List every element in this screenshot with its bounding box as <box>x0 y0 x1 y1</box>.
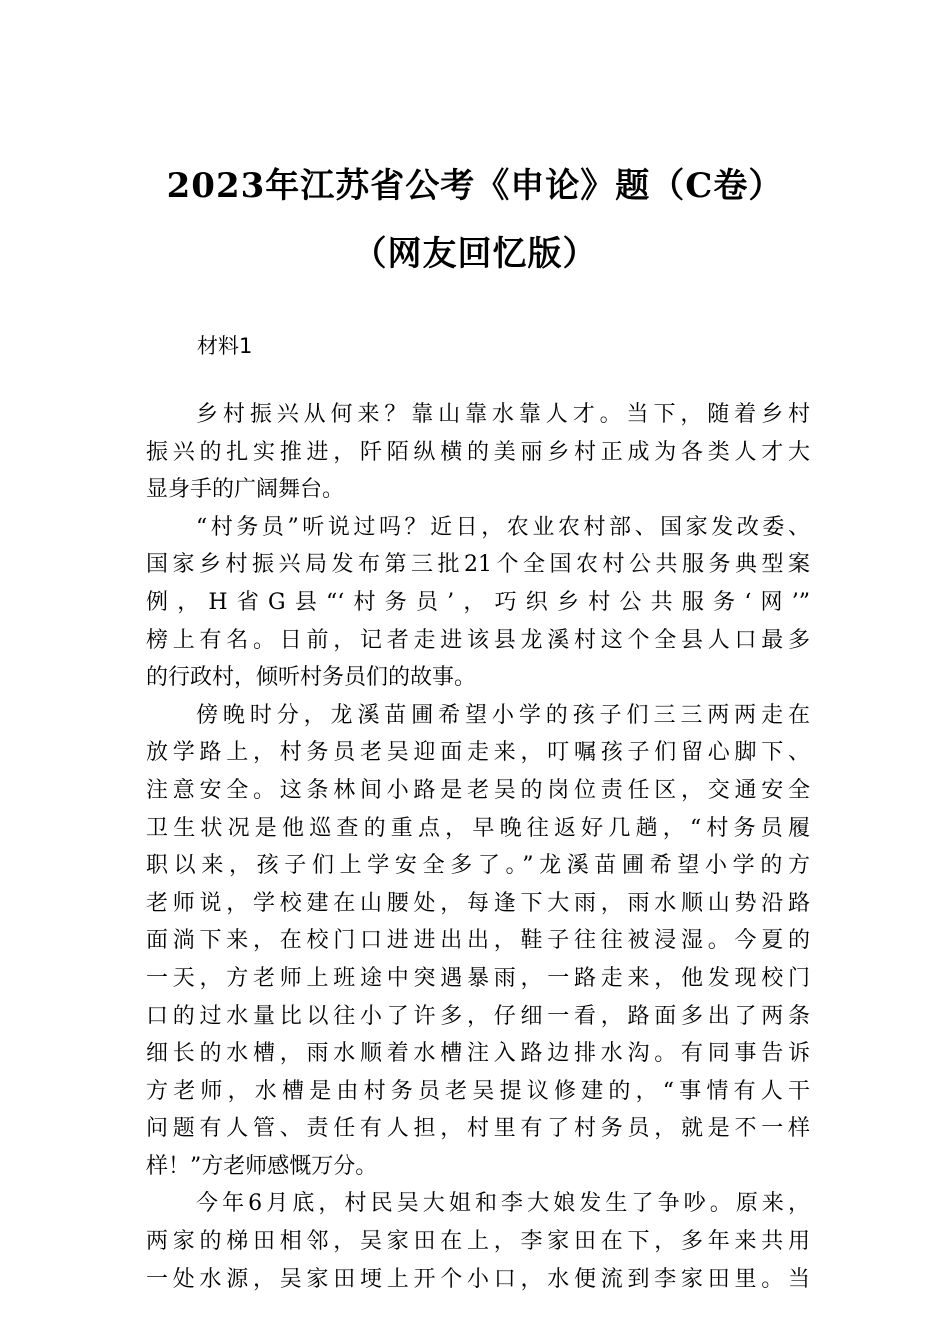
paragraph-line: 面淌下来，在校门口进进出出，鞋子往往被浸湿。今夏的 <box>146 928 810 954</box>
paragraph-line: 榜上有名。日前，记者走进该县龙溪村这个全县人口最多 <box>146 627 810 653</box>
paragraph-line: 方老师，水槽是由村务员老吴提议修建的，“事情有人干 <box>146 1078 810 1104</box>
paragraph-line: 例，H省G县“‘村务员’，巧织乡村公共服务‘网’” <box>146 589 810 615</box>
paragraph-line: 老师说，学校建在山腰处，每逢下大雨，雨水顺山势沿路 <box>146 890 810 916</box>
paragraph-line: 问题有人管、责任有人担，村里有了村务员，就是不一样 <box>146 1116 810 1142</box>
paragraph-line: 一天，方老师上班途中突遇暴雨，一路走来，他发现校门 <box>146 965 810 991</box>
paragraph-line: 样！”方老师感慨万分。 <box>146 1153 378 1179</box>
paragraph-line: 放学路上，村务员老吴迎面走来，叮嘱孩子们留心脚下、 <box>146 740 810 766</box>
paragraph-line: 一处水源，吴家田埂上开个小口，水便流到李家田里。当 <box>146 1266 810 1292</box>
paragraph-line: 振兴的扎实推进，阡陌纵横的美丽乡村正成为各类人才大 <box>146 439 810 465</box>
paragraph-line: 两家的梯田相邻，吴家田在上，李家田在下，多年来共用 <box>146 1229 810 1255</box>
paragraph-line: 的行政村，倾听村务员们的故事。 <box>146 665 477 691</box>
paragraph-line: 细长的水槽，雨水顺着水槽注入路边排水沟。有同事告诉 <box>146 1041 810 1067</box>
document-title: 2023年江苏省公考《申论》题（C卷） <box>166 166 784 206</box>
paragraph-line: 国家乡村振兴局发布第三批21个全国农村公共服务典型案 <box>146 552 810 578</box>
paragraph-line: 职以来，孩子们上学安全多了。”龙溪苗圃希望小学的方 <box>146 853 810 879</box>
paragraph-line: 傍晚时分，龙溪苗圃希望小学的孩子们三三两两走在 <box>196 702 810 728</box>
paragraph-line: 卫生状况是他巡查的重点，早晚往返好几趟，“村务员履 <box>146 815 810 841</box>
document-subtitle: （网友回忆版） <box>352 234 598 274</box>
paragraph-line: 显身手的广阔舞台。 <box>146 477 345 503</box>
paragraph-line: 口的过水量比以往小了许多，仔细一看，路面多出了两条 <box>146 1003 810 1029</box>
paragraph-line: 注意安全。这条林间小路是老吴的岗位责任区，交通安全 <box>146 777 810 803</box>
document-body <box>146 396 810 1298</box>
section-label: 材料1 <box>197 334 253 358</box>
paragraph-line: “村务员”听说过吗？近日，农业农村部、国家发改委、 <box>196 514 810 540</box>
paragraph-line: 乡村振兴从何来？靠山靠水靠人才。当下，随着乡村 <box>196 402 810 427</box>
paragraph-line: 今年6月底，村民吴大姐和李大娘发生了争吵。原来， <box>196 1191 810 1217</box>
